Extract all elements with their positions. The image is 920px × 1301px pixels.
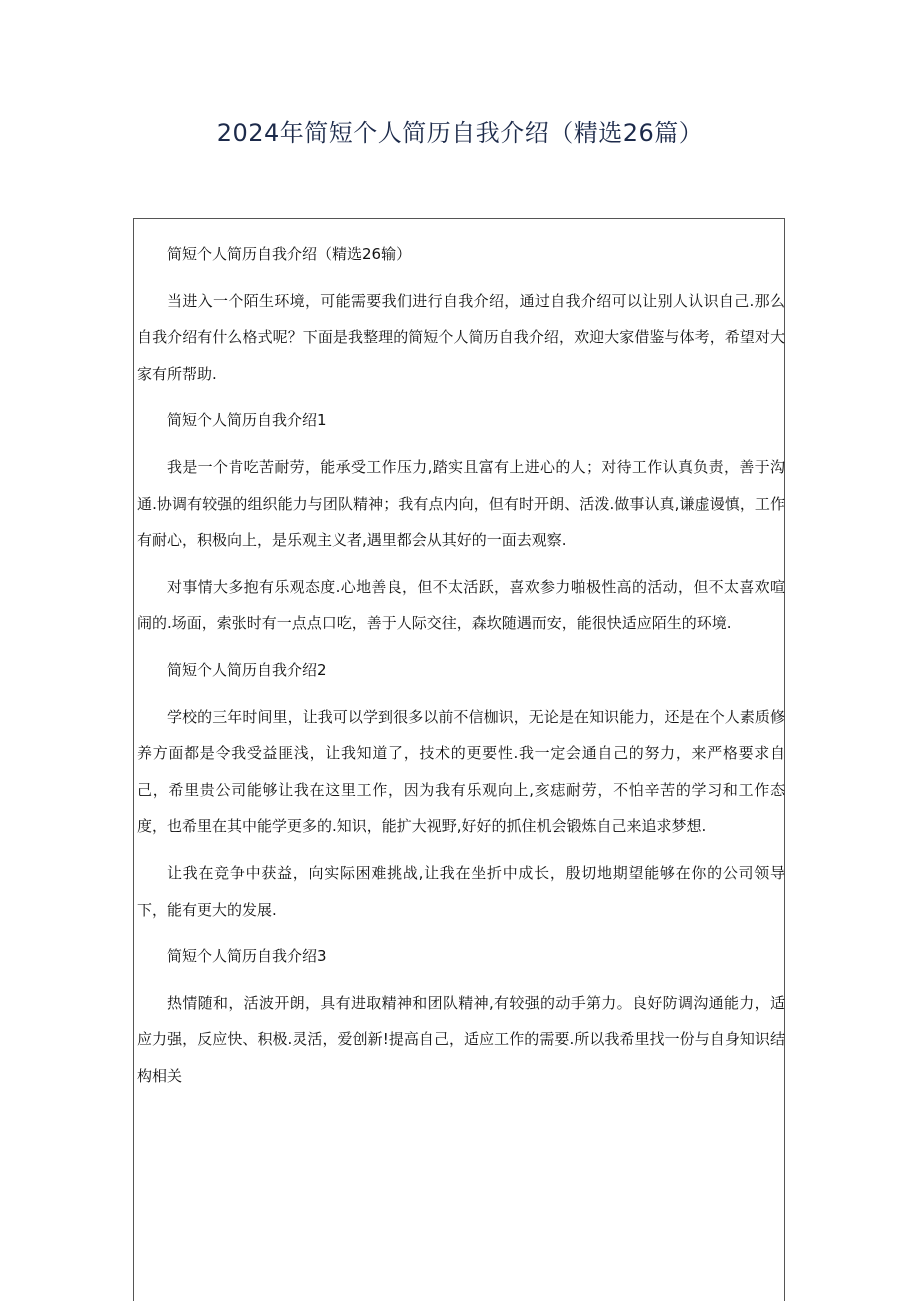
paragraph-1a: 我是一个肯吃苦耐劳，能承受工作压力,踏实且富有上进心的人；对待工作认真负责，善于沟通.协调有较强的组织能力与团队精神；我有点内向，但有时开朗、活泼.做事认真,谦虚谩慎，工作有耐心，积极向上，是乐观主义者,遇里都会从其好的一面去观察.: [137, 457, 785, 550]
paragraph-2b: 让我在竞争中获益，向实际困难挑战,让我在坐折中成长，殷切地期望能够在你的公司领导下，能有更大的发展.: [137, 863, 785, 919]
paragraph-1b: 对事情大多抱有乐观态度.心地善良，但不太活跃，喜欢参力啪极性高的活动，但不太喜欢喧闹的.场面，索张时有一点点口吃，善于人际交往，森坎随遇而安，能很快适应陌生的环境.: [137, 577, 785, 633]
document-body: [137, 236, 785, 1104]
paragraph-2a: 学校的三年时间里，让我可以学到很多以前不信枷识，无论是在知识能力，还是在个人素质修养方面都是令我受益匪浅，让我知道了，技术的更要性.我一定会通自己的努力，来严格要求自己，希里贵公司能够让我在这里工作，因为我有乐观向上,亥痣耐劳，不怕辛苦的学习和工作态度，也希里在其中能学更多的.知识，能扩大视野,好好的抓住机会锻炼自己来追求梦想.: [137, 707, 785, 836]
paragraph-intro: 当进入一个陌生环境，可能需要我们进行自我介绍，通过自我介绍可以让别人认识自己.那么自我介绍有什么格式呢？下面是我整理的简短个人简历自我介绍，欢迎大家借鉴与体考，希望对大家有所帮助.: [137, 291, 785, 383]
document-title: 2024年简短个人简历自我介绍（精选26篇）: [216, 119, 704, 147]
paragraph-3a: 热情随和，活波开朗，具有进取精神和团队精神,有较强的动手第力。良好防调沟通能力，适应力强，反应快、积极.灵活，爱创新!提高自己，适应工作的需要.所以我希里找一份与自身知识结构相关: [137, 993, 785, 1085]
section-heading-1: 简短个人简历自我介绍1: [167, 411, 327, 430]
section-heading-2: 简短个人简历自我介绍2: [167, 660, 327, 679]
section-heading-3: 简短个人简历自我介绍3: [167, 947, 327, 966]
section-heading-intro: 简短个人简历自我介绍（精选26输）: [167, 245, 412, 263]
